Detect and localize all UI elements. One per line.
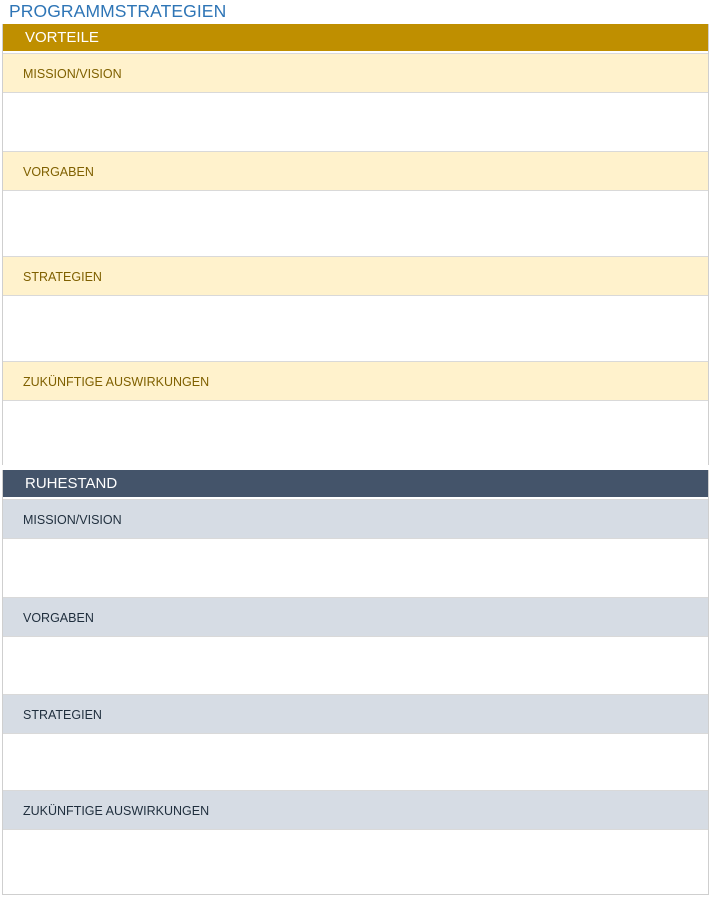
row-label-strategien: STRATEGIEN	[3, 256, 708, 296]
row-field-mission-vision[interactable]	[3, 93, 708, 151]
page-title: PROGRAMMSTRATEGIEN	[9, 1, 227, 21]
section-ruhestand	[2, 470, 709, 895]
row-field-vorgaben[interactable]	[3, 637, 708, 694]
section-header-vorteile: VORTEILE	[3, 24, 708, 51]
row-field-zukuenftige-auswirkungen[interactable]	[3, 830, 708, 894]
row-label-zukuenftige-auswirkungen: ZUKÜNFTIGE AUSWIRKUNGEN	[3, 361, 708, 401]
row-label-strategien: STRATEGIEN	[3, 694, 708, 734]
row-field-strategien[interactable]	[3, 734, 708, 790]
row-field-zukuenftige-auswirkungen[interactable]	[3, 401, 708, 465]
row-label-vorgaben: VORGABEN	[3, 597, 708, 637]
row-field-mission-vision[interactable]	[3, 539, 708, 597]
row-field-strategien[interactable]	[3, 296, 708, 361]
row-label-mission-vision: MISSION/VISION	[3, 499, 708, 539]
section-header-ruhestand: RUHESTAND	[3, 470, 708, 497]
row-label-mission-vision: MISSION/VISION	[3, 53, 708, 93]
row-label-zukuenftige-auswirkungen: ZUKÜNFTIGE AUSWIRKUNGEN	[3, 790, 708, 830]
section-vorteile	[2, 24, 709, 465]
row-label-vorgaben: VORGABEN	[3, 151, 708, 191]
row-field-vorgaben[interactable]	[3, 191, 708, 256]
table-bottom-border	[3, 894, 708, 895]
